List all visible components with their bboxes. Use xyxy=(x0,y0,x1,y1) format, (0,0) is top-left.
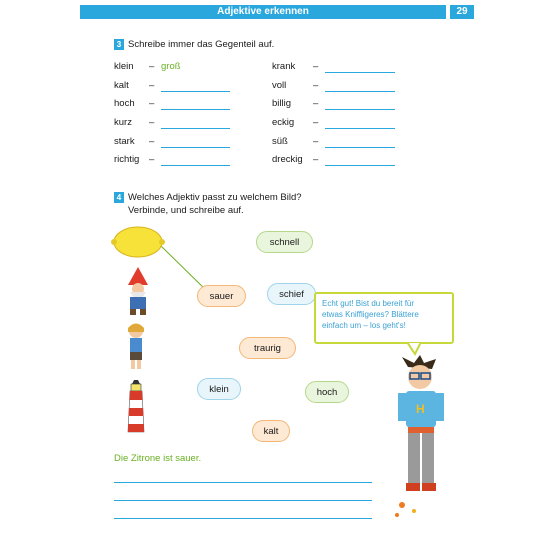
task-3-instruction: Schreibe immer das Gegenteil auf. xyxy=(128,39,275,50)
answer-line[interactable] xyxy=(161,128,230,129)
word-stark: stark xyxy=(114,136,135,147)
word-klein: klein xyxy=(114,61,134,72)
answer-line[interactable] xyxy=(325,128,395,129)
answer-line[interactable] xyxy=(161,165,230,166)
page-header-title: Adjektive erkennen xyxy=(80,5,446,19)
word-bubble-klein[interactable]: klein xyxy=(197,378,241,400)
word-dreckig: dreckig xyxy=(272,154,303,165)
page-number: 29 xyxy=(450,5,474,19)
answer-line[interactable] xyxy=(325,91,395,92)
word-voll: voll xyxy=(272,80,287,91)
word-eckig: eckig xyxy=(272,117,295,128)
gnome-icon xyxy=(128,267,148,315)
writing-line[interactable] xyxy=(114,500,372,501)
lemon-icon xyxy=(111,227,165,257)
dash: – xyxy=(149,136,155,147)
answer-line[interactable] xyxy=(161,109,230,110)
boy-mascot-icon xyxy=(392,355,452,525)
speech-line-3: einfach um – los geht's! xyxy=(322,321,406,330)
word-bubble-kalt[interactable]: kalt xyxy=(252,420,290,442)
speech-bubble-tail xyxy=(405,342,425,356)
dash: – xyxy=(313,136,319,147)
dash: – xyxy=(149,80,155,91)
dash: – xyxy=(149,154,155,165)
speech-bubble xyxy=(314,292,454,344)
word-krank: krank xyxy=(272,61,296,72)
girl-icon xyxy=(128,324,144,370)
word-bubble-schnell[interactable]: schnell xyxy=(256,231,313,253)
task-3-number: 3 xyxy=(114,39,124,50)
answer-gross: groß xyxy=(161,61,181,72)
task-4-number: 4 xyxy=(114,192,124,203)
answer-line[interactable] xyxy=(325,165,395,166)
task-4-pictures xyxy=(100,215,220,440)
answer-line[interactable] xyxy=(325,72,395,73)
dash: – xyxy=(149,61,155,72)
word-kalt: kalt xyxy=(114,80,129,91)
dash: – xyxy=(313,98,319,109)
dash: – xyxy=(313,154,319,165)
writing-line[interactable] xyxy=(114,482,372,483)
word-suess: süß xyxy=(272,136,288,147)
example-sentence: Die Zitrone ist sauer. xyxy=(114,453,202,464)
task-4-instruction-line1: Welches Adjektiv passt zu welchem Bild? xyxy=(128,192,302,203)
dash: – xyxy=(313,117,319,128)
answer-line[interactable] xyxy=(325,147,395,148)
word-richtig: richtig xyxy=(114,154,140,165)
answer-line[interactable] xyxy=(325,109,395,110)
word-bubble-traurig[interactable]: traurig xyxy=(239,337,296,359)
lighthouse-icon xyxy=(128,380,144,432)
speech-line-2: etwas Kniffligeres? Blättere xyxy=(322,310,419,319)
answer-line[interactable] xyxy=(161,91,230,92)
word-kurz: kurz xyxy=(114,117,132,128)
word-billig: billig xyxy=(272,98,292,109)
svg-text:H: H xyxy=(416,402,425,416)
word-hoch: hoch xyxy=(114,98,135,109)
word-bubble-hoch[interactable]: hoch xyxy=(305,381,349,403)
dash: – xyxy=(149,98,155,109)
dash: – xyxy=(313,80,319,91)
word-bubble-sauer[interactable]: sauer xyxy=(197,285,246,307)
speech-line-1: Echt gut! Bist du bereit für xyxy=(322,299,415,308)
dash: – xyxy=(149,117,155,128)
task-4-instruction-line2: Verbinde, und schreibe auf. xyxy=(128,205,244,216)
word-bubble-schief[interactable]: schief xyxy=(267,283,316,305)
answer-line[interactable] xyxy=(161,147,230,148)
dash: – xyxy=(313,61,319,72)
writing-line[interactable] xyxy=(114,518,372,519)
